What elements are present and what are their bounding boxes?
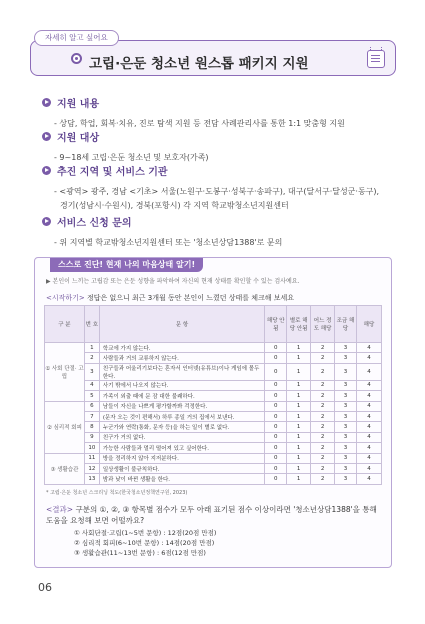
score-option-3[interactable]: 3	[335, 463, 357, 473]
arrow-bullet-icon	[42, 166, 51, 175]
section-support-target	[42, 129, 402, 165]
result-line: ③ 생활습관(11~13번 문항) : 6점(12점 만점)	[74, 549, 206, 557]
score-option-4[interactable]: 4	[357, 411, 382, 421]
section-support-content	[42, 95, 402, 131]
score-option-0[interactable]: 0	[265, 401, 287, 411]
score-option-2[interactable]: 2	[311, 453, 335, 463]
section-heading: 추진 지역 및 서비스 기관	[57, 167, 168, 178]
item-question: 가족이 외출 때에 문 잠 대한 불쾌하다.	[99, 391, 264, 401]
score-option-3[interactable]: 3	[335, 401, 357, 411]
score-option-4[interactable]: 4	[357, 463, 382, 473]
score-option-1[interactable]: 1	[287, 391, 311, 401]
score-option-3[interactable]: 3	[335, 343, 357, 353]
page-number: 06	[38, 581, 52, 594]
score-option-1[interactable]: 1	[287, 443, 311, 453]
col-header-item: 문 항	[99, 306, 264, 343]
score-option-2[interactable]: 2	[311, 353, 335, 363]
score-option-3[interactable]: 3	[335, 411, 357, 421]
score-option-1[interactable]: 1	[287, 474, 311, 484]
section-line: 경기(성남시·수원시), 경북(포항시) 각 지역 학교밖청소년지원센터	[60, 201, 289, 210]
table-row	[45, 453, 382, 463]
col-header-score-0: 해당 안됨	[265, 306, 287, 343]
item-number: 5	[84, 391, 99, 401]
self-check-instruction	[46, 293, 294, 303]
score-option-1[interactable]: 1	[287, 463, 311, 473]
result-line: ① 사회단절·고립(1~5번 문항) : 12점(20점 만점)	[74, 529, 217, 537]
section-tag: 자세히 알고 싶어요	[34, 30, 119, 46]
score-option-4[interactable]: 4	[357, 353, 382, 363]
section-regions	[42, 163, 402, 213]
item-question: 사람들과 거의 교류하지 않는다.	[99, 353, 264, 363]
score-option-0[interactable]: 0	[265, 363, 287, 380]
item-question: 방을 정리하지 않아 지저분하다.	[99, 453, 264, 463]
item-number: 3	[84, 363, 99, 380]
score-option-1[interactable]: 1	[287, 432, 311, 442]
score-option-0[interactable]: 0	[265, 380, 287, 390]
score-option-0[interactable]: 0	[265, 432, 287, 442]
score-option-1[interactable]: 1	[287, 363, 311, 380]
item-number: 1	[84, 343, 99, 353]
table-row	[45, 474, 382, 484]
score-option-2[interactable]: 2	[311, 380, 335, 390]
score-option-2[interactable]: 2	[311, 422, 335, 432]
score-option-4[interactable]: 4	[357, 443, 382, 453]
score-option-1[interactable]: 1	[287, 422, 311, 432]
table-row	[45, 363, 382, 380]
self-check-banner: 스스로 진단! 현재 나의 마음상태 알기!	[50, 258, 203, 272]
score-option-1[interactable]: 1	[287, 401, 311, 411]
score-option-0[interactable]: 0	[265, 474, 287, 484]
score-option-0[interactable]: 0	[265, 443, 287, 453]
score-option-4[interactable]: 4	[357, 380, 382, 390]
score-option-4[interactable]: 4	[357, 453, 382, 463]
score-option-0[interactable]: 0	[265, 411, 287, 421]
col-header-score-1: 별로 해당 안됨	[287, 306, 311, 343]
table-row	[45, 422, 382, 432]
table-row	[45, 353, 382, 363]
item-question: 일상생활이 불규칙하다.	[99, 463, 264, 473]
score-option-0[interactable]: 0	[265, 463, 287, 473]
score-option-1[interactable]: 1	[287, 343, 311, 353]
score-option-2[interactable]: 2	[311, 463, 335, 473]
item-number: 11	[84, 453, 99, 463]
col-header-score-3: 조금 해당	[335, 306, 357, 343]
score-option-3[interactable]: 3	[335, 422, 357, 432]
score-option-2[interactable]: 2	[311, 391, 335, 401]
arrow-bullet-icon	[42, 217, 51, 226]
section-heading: 서비스 신청 문의	[57, 218, 132, 229]
score-option-3[interactable]: 3	[335, 380, 357, 390]
item-number: 13	[84, 474, 99, 484]
section-line: - 9~18세 고립·은둔 청소년 및 보호자(가족)	[54, 153, 209, 162]
score-option-3[interactable]: 3	[335, 363, 357, 380]
score-option-4[interactable]: 4	[357, 391, 382, 401]
score-option-1[interactable]: 1	[287, 453, 311, 463]
result-line: ② 심리적 회피(6~10번 문항) : 14점(20점 만점)	[74, 539, 215, 547]
group-label: ① 사회 단절· 고립	[45, 343, 85, 402]
section-line: - 상담, 학업, 회복·치유, 진로 탐색 지원 등 전담 사례관리사를 통한 1:1 맞춤형 지원	[54, 119, 345, 128]
score-option-4[interactable]: 4	[357, 343, 382, 353]
section-heading: 지원 내용	[57, 99, 100, 110]
item-number: 2	[84, 353, 99, 363]
score-option-3[interactable]: 3	[335, 432, 357, 442]
score-option-3[interactable]: 3	[335, 353, 357, 363]
item-question: 남들이 자신을 나쁘게 평가할까봐 걱정한다.	[99, 401, 264, 411]
score-option-3[interactable]: 3	[335, 391, 357, 401]
item-question: 밤과 낮이 바뀐 생활을 한다.	[99, 474, 264, 484]
score-option-3[interactable]: 3	[335, 474, 357, 484]
item-number: 12	[84, 463, 99, 473]
pin-icon	[71, 53, 82, 64]
score-option-0[interactable]: 0	[265, 391, 287, 401]
group-label: ③ 생활습관	[45, 453, 85, 484]
item-number: 8	[84, 422, 99, 432]
score-option-0[interactable]: 0	[265, 353, 287, 363]
result-box	[46, 504, 386, 558]
item-number: 9	[84, 432, 99, 442]
table-row	[45, 432, 382, 442]
item-question: 친구들과 어울리기보다는 혼자서 인터넷(유튜브)이나 게임에 몰두한다.	[99, 363, 264, 380]
table-row	[45, 380, 382, 390]
item-question: 학교에 가지 않는다.	[99, 343, 264, 353]
table-row	[45, 463, 382, 473]
arrow-bullet-icon	[42, 98, 51, 107]
result-label: <결과>	[46, 505, 74, 514]
table-row	[45, 401, 382, 411]
table-row	[45, 411, 382, 421]
score-option-0[interactable]: 0	[265, 422, 287, 432]
score-option-2[interactable]: 2	[311, 363, 335, 380]
item-question: 가능한 사람들과 멀리 떨어져 있고 싶어한다.	[99, 443, 264, 453]
result-text: 구분의 ①, ②, ③ 항목별 점수가 모두 아래 표기된 점수 이상이라면 '청소년상담1388'을 통해 도움을 요청해 보면 어떨까요?	[46, 505, 377, 525]
self-check-note: ▶ 본인이 느끼는 고립감 또는 은둔 성향을 파악하여 자신의 현재 상태를 확인할 수 있는 검사예요.	[46, 278, 300, 285]
score-option-2[interactable]: 2	[311, 343, 335, 353]
score-option-3[interactable]: 3	[335, 453, 357, 463]
item-number: 6	[84, 401, 99, 411]
item-number: 10	[84, 443, 99, 453]
section-heading: 지원 대상	[57, 133, 100, 144]
score-option-4[interactable]: 4	[357, 422, 382, 432]
section-line: - 위 지역별 학교밖청소년지원센터 또는 '청소년상담1388'로 문의	[54, 238, 283, 247]
table-row	[45, 343, 382, 353]
score-option-2[interactable]: 2	[311, 474, 335, 484]
score-option-1[interactable]: 1	[287, 411, 311, 421]
col-header-number: 번 호	[84, 306, 99, 343]
col-header-score-4: 해당	[357, 306, 382, 343]
table-footnote: * 고립·은둔 청소년 스크리닝 척도(한국청소년정책연구원, 2023)	[46, 490, 188, 496]
start-text: 정답은 없으니 최근 3개월 동안 본인이 느꼈던 상태를 체크해 보세요	[87, 294, 295, 302]
screening-table	[44, 305, 382, 485]
score-option-2[interactable]: 2	[311, 411, 335, 421]
score-option-2[interactable]: 2	[311, 432, 335, 442]
item-question: (문자 오는 것이 편해서) 하루 종일 거의 집에서 보낸다.	[99, 411, 264, 421]
item-number: 4	[84, 380, 99, 390]
table-row	[45, 443, 382, 453]
col-header-category: 구 분	[45, 306, 85, 343]
score-option-4[interactable]: 4	[357, 432, 382, 442]
score-option-3[interactable]: 3	[335, 443, 357, 453]
page-title: 고립·은둔 청소년 원스톱 패키지 지원	[89, 56, 309, 72]
item-number: 7	[84, 411, 99, 421]
score-option-1[interactable]: 1	[287, 380, 311, 390]
col-header-score-2: 어느 정도 해당	[311, 306, 335, 343]
start-label: <시작하기>	[46, 294, 85, 302]
section-inquiry	[42, 214, 402, 250]
item-question: 누군가와 연락(통화, 문자 등)을 하는 일이 별로 없다.	[99, 422, 264, 432]
group-label: ② 심리적 회피	[45, 401, 85, 453]
score-option-2[interactable]: 2	[311, 401, 335, 411]
notepad-icon	[367, 50, 385, 68]
arrow-bullet-icon	[42, 132, 51, 141]
score-option-2[interactable]: 2	[311, 443, 335, 453]
score-option-4[interactable]: 4	[357, 474, 382, 484]
score-option-4[interactable]: 4	[357, 401, 382, 411]
item-question: 사기 밖에서 나오지 않는다.	[99, 380, 264, 390]
score-option-0[interactable]: 0	[265, 453, 287, 463]
score-option-0[interactable]: 0	[265, 343, 287, 353]
table-row	[45, 391, 382, 401]
item-question: 친구가 거의 없다.	[99, 432, 264, 442]
section-line: - <광역> 광주, 경남 <기초> 서울(노원구·도봉구·성북구·송파구), 대구(달서구·달성군·동구),	[54, 187, 380, 196]
score-option-4[interactable]: 4	[357, 363, 382, 380]
score-option-1[interactable]: 1	[287, 353, 311, 363]
